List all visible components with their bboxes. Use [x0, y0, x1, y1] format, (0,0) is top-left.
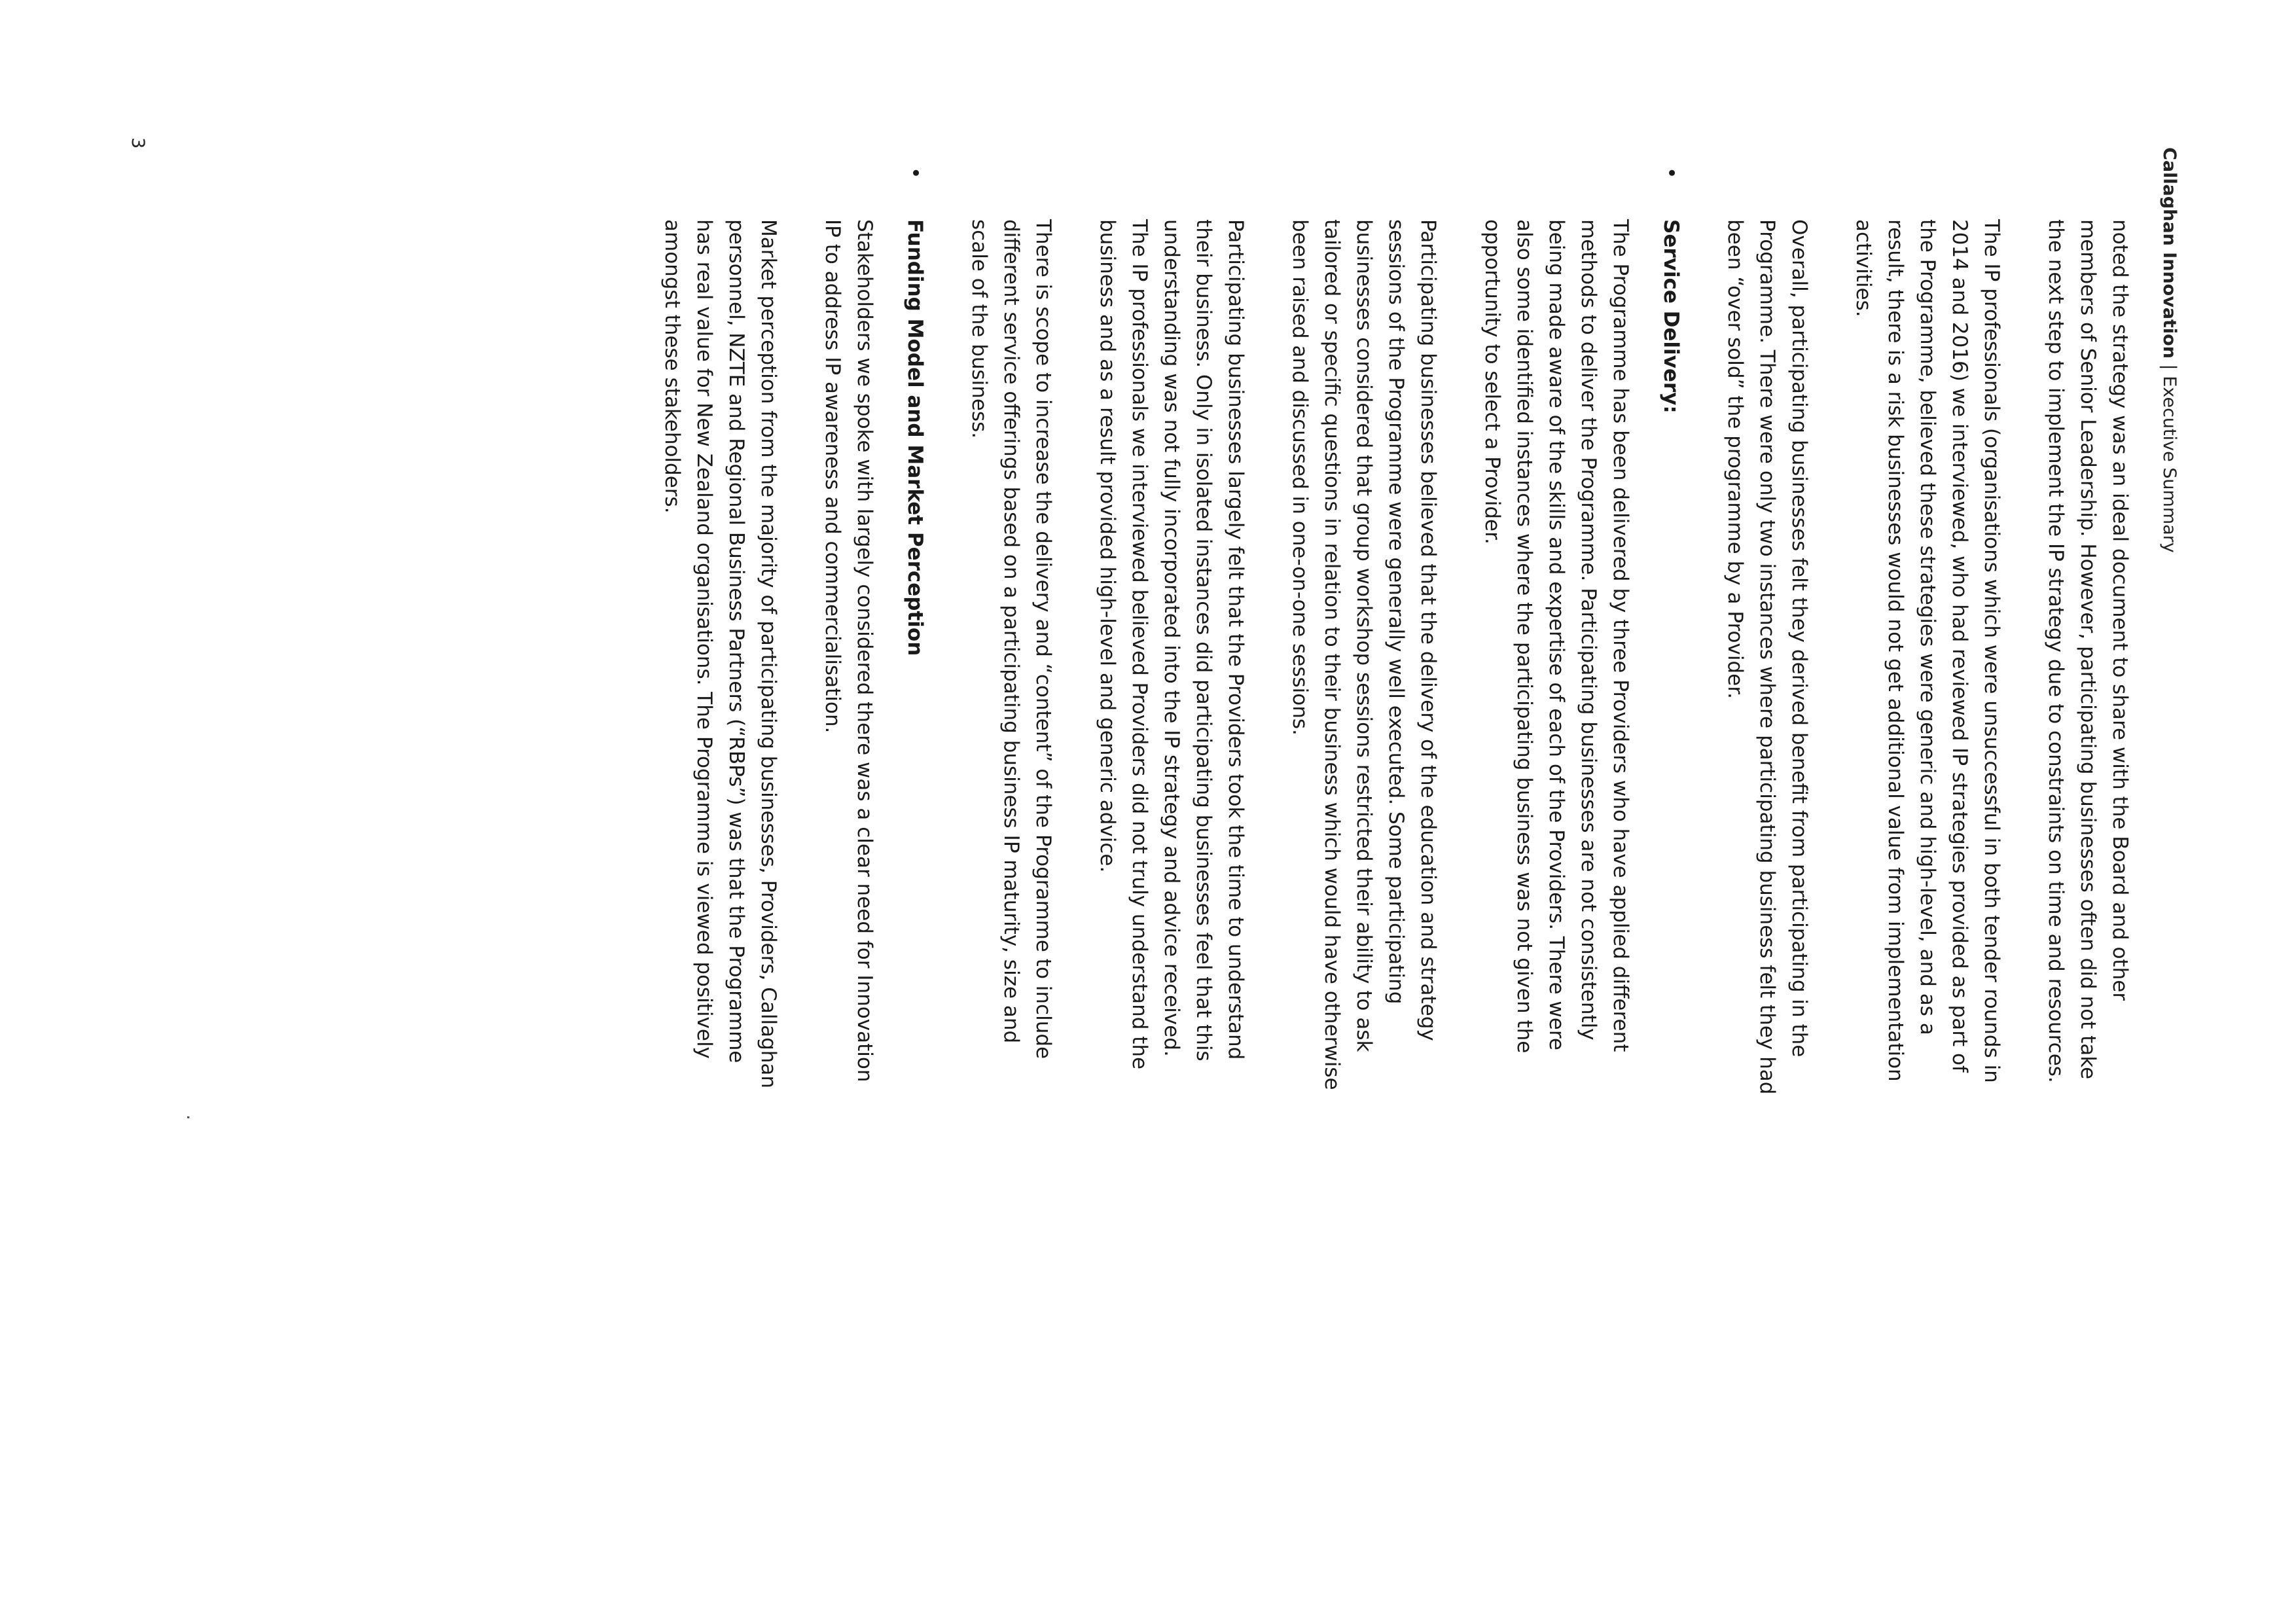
service-delivery-paragraph-2: Participating businesses believed that the delivery of the education and strategy sessions of the Programme were generally well executed. Some participating businesses considered that group workshop sessions restricted their ability to ask tailored or specific questions in relation to their business which would have otherwise been raised and discussed in one-on-one sessions.	[1288, 219, 1440, 1090]
funding-model-heading	[899, 167, 931, 1096]
stray-mark: .	[183, 1115, 203, 1120]
page-number: 3	[128, 137, 148, 149]
service-delivery-heading-label: Service Delivery:	[1659, 219, 1683, 414]
continuation-paragraph: noted the strategy was an ideal document to share with the Board and other members of Senior Leadership. However, participating businesses often did not take the next step to implement the IP strategy due to constraints on time and resources.	[2044, 219, 2132, 1083]
service-delivery-paragraph-1: The Programme has been delivered by three Providers who have applied different methods to deliver the Programme. Participating businesses are not consistently being made aware of the skills and expertise of each of the Providers. There were also some identified instances where the participating business was not given the opportunity to select a Provider.	[1480, 219, 1632, 1054]
bullet-icon: •	[903, 167, 927, 179]
header-separator: |	[2159, 364, 2179, 370]
funding-model-paragraph-1: Stakeholders we spoke with largely considered there was a clear need for Innovation IP to address IP awareness and commercialisation.	[821, 219, 876, 1082]
ip-professionals-paragraph: The IP professionals (organisations which were unsuccessful in both tender rounds in 2014 and 2016) we interviewed, who had reviewed IP strategies provided as part of the Programme, believed these strategies were generic and high-level, and as a result, there is a risk businesses would not get additional value from implementation activities.	[1852, 219, 2003, 1083]
service-delivery-paragraph-4: There is scope to increase the delivery and “content” of the Programme to include different service offerings based on a participating business IP maturity, size and scale of the business.	[967, 219, 1055, 1060]
running-header	[2159, 147, 2179, 553]
overall-paragraph: Overall, participating businesses felt they derived benefit from participating in the Programme. There were only two instances where participating business felt they had been “over sold” the programme by a Provider.	[1723, 219, 1811, 1095]
header-section: Executive Summary	[2159, 376, 2179, 553]
funding-model-paragraph-2: Market perception from the majority of participating businesses, Providers, Callaghan personnel, NZTE and Regional Business Partners (“RBPs”) was that the Programme has real value for New Zealand organisations. The Programme is viewed positively amongst these stakeholders.	[660, 219, 780, 1089]
service-delivery-heading	[1655, 167, 1687, 1096]
service-delivery-paragraph-3: Participating businesses largely felt that the Providers took the time to understand their business. Only in isolated instances did participating businesses feel that this understanding was not fully incorporated into the IP strategy and advice received. The IP professionals we interviewed believed Providers did not truly understand the business and as a result provided high-level and generic advice.	[1096, 219, 1247, 1070]
bullet-icon: •	[1659, 167, 1683, 179]
header-brand: Callaghan Innovation	[2159, 147, 2179, 359]
body-text	[656, 167, 2136, 1096]
funding-model-heading-label: Funding Model and Market Perception	[903, 219, 927, 656]
